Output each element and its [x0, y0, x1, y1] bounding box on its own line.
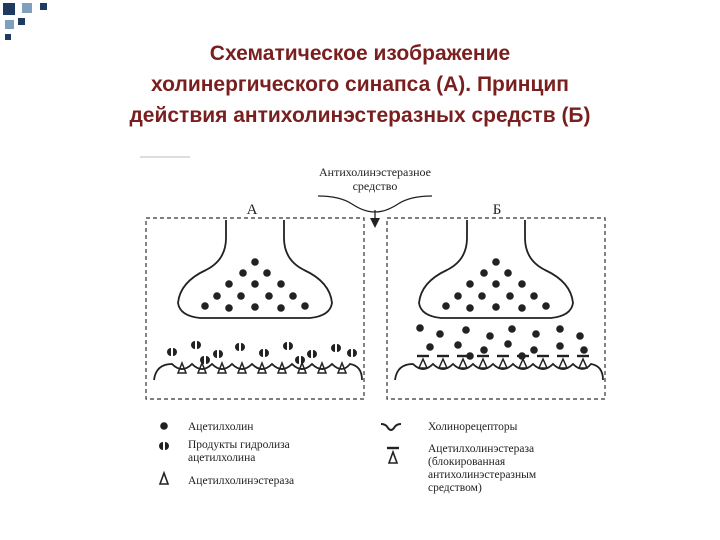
- acetylcholine-molecule: [225, 280, 233, 288]
- blocked-esterase-molecule: [459, 359, 467, 368]
- acetylcholine-molecule: [506, 292, 514, 300]
- acetylcholine-molecule: [466, 304, 474, 312]
- molecule-layer: [167, 258, 589, 373]
- acetylcholine-molecule: [504, 340, 512, 348]
- blocked-esterase-molecule: [519, 359, 527, 368]
- hydrolysis-product: [283, 342, 293, 350]
- acetylcholine-molecule: [508, 325, 516, 333]
- acetylcholine-molecule: [277, 280, 285, 288]
- agent-label: Антихолинэстеразное: [319, 165, 431, 179]
- acetylcholine-molecule: [416, 324, 424, 332]
- acetylcholine-molecule: [504, 269, 512, 277]
- acetylcholine-molecule: [289, 292, 297, 300]
- acetylcholine-molecule: [530, 292, 538, 300]
- title-line: Схематическое изображение: [209, 42, 511, 65]
- blocked-esterase-molecule: [559, 359, 567, 368]
- esterase-molecule: [338, 363, 346, 373]
- legend-esterase-symbol: [160, 473, 168, 484]
- esterase-molecule: [318, 363, 326, 373]
- blocked-esterase-molecule: [499, 359, 507, 368]
- acetylcholine-molecule: [518, 304, 526, 312]
- acetylcholine-molecule: [492, 280, 500, 288]
- esterase-molecule: [298, 363, 306, 373]
- legend-hydrolysis-label: ацетилхолина: [188, 452, 256, 464]
- acetylcholine-molecule: [454, 341, 462, 349]
- hydrolysis-product: [295, 356, 305, 364]
- acetylcholine-molecule: [556, 325, 564, 333]
- acetylcholine-molecule: [213, 292, 221, 300]
- acetylcholine-molecule: [265, 292, 273, 300]
- legend-hydrolysis-symbol: [159, 442, 169, 450]
- acetylcholine-molecule: [225, 304, 233, 312]
- acetylcholine-molecule: [532, 330, 540, 338]
- acetylcholine-molecule: [239, 269, 247, 277]
- legend-acetylcholine-symbol: [160, 422, 168, 430]
- esterase-molecule: [178, 363, 186, 373]
- acetylcholine-molecule: [251, 280, 259, 288]
- acetylcholine-molecule: [442, 302, 450, 310]
- legend-acetylcholine-label: Ацетилхолин: [188, 421, 254, 433]
- acetylcholine-molecule: [277, 304, 285, 312]
- legend-blocked-label: антихолинэстеразным: [428, 469, 537, 481]
- blocked-esterase-molecule: [579, 359, 587, 368]
- legend-blocked-esterase-symbol: [389, 452, 397, 463]
- blocked-esterase-molecule: [419, 359, 427, 368]
- esterase-molecule: [238, 363, 246, 373]
- title-line: холинергического синапса (А). Принцип: [151, 73, 569, 96]
- legend-hydrolysis-label: Продукты гидролиза: [188, 439, 290, 451]
- panel-b-label: Б: [492, 202, 502, 218]
- acetylcholine-molecule: [263, 269, 271, 277]
- blocked-esterase-molecule: [539, 359, 547, 368]
- hydrolysis-product: [331, 344, 341, 352]
- blocked-esterase-molecule: [479, 359, 487, 368]
- acetylcholine-molecule: [201, 302, 209, 310]
- acetylcholine-molecule: [436, 330, 444, 338]
- agent-bracket: [318, 196, 432, 212]
- esterase-molecule: [198, 363, 206, 373]
- acetylcholine-molecule: [580, 346, 588, 354]
- acetylcholine-molecule: [251, 258, 259, 266]
- agent-arrowhead: [370, 218, 380, 228]
- legend-blocked-label: (блокированная: [428, 456, 506, 468]
- acetylcholine-molecule: [237, 292, 245, 300]
- acetylcholine-molecule: [480, 346, 488, 354]
- acetylcholine-molecule: [576, 332, 584, 340]
- blocked-esterase-molecule: [439, 359, 447, 368]
- acetylcholine-molecule: [518, 280, 526, 288]
- esterase-molecule: [258, 363, 266, 373]
- esterase-molecule: [278, 363, 286, 373]
- hydrolysis-product: [347, 349, 357, 357]
- legend-esterase-label: Ацетилхолинэстераза: [188, 475, 295, 487]
- hydrolysis-product: [235, 343, 245, 351]
- acetylcholine-molecule: [251, 303, 259, 311]
- hydrolysis-product: [259, 349, 269, 357]
- acetylcholine-molecule: [478, 292, 486, 300]
- acetylcholine-molecule: [492, 258, 500, 266]
- acetylcholine-molecule: [492, 303, 500, 311]
- hydrolysis-product: [167, 348, 177, 356]
- acetylcholine-molecule: [462, 326, 470, 334]
- acetylcholine-molecule: [556, 342, 564, 350]
- acetylcholine-molecule: [426, 343, 434, 351]
- acetylcholine-molecule: [480, 269, 488, 277]
- legend-blocked-label: средством): [428, 482, 482, 494]
- acetylcholine-molecule: [466, 280, 474, 288]
- acetylcholine-molecule: [301, 302, 309, 310]
- legend-receptor-symbol: [381, 424, 401, 430]
- esterase-molecule: [218, 363, 226, 373]
- panel-a-label: А: [246, 202, 258, 218]
- hydrolysis-product: [213, 350, 223, 358]
- hydrolysis-product: [191, 341, 201, 349]
- acetylcholine-molecule: [542, 302, 550, 310]
- hydrolysis-product: [307, 350, 317, 358]
- title-line: действия антихолинэстеразных средств (Б): [129, 104, 591, 127]
- acetylcholine-molecule: [454, 292, 462, 300]
- acetylcholine-molecule: [530, 346, 538, 354]
- legend-receptor-label: Холинорецепторы: [428, 421, 518, 433]
- legend-blocked-label: Ацетилхолинэстераза: [428, 443, 535, 455]
- acetylcholine-molecule: [486, 332, 494, 340]
- agent-label: средство: [352, 179, 398, 193]
